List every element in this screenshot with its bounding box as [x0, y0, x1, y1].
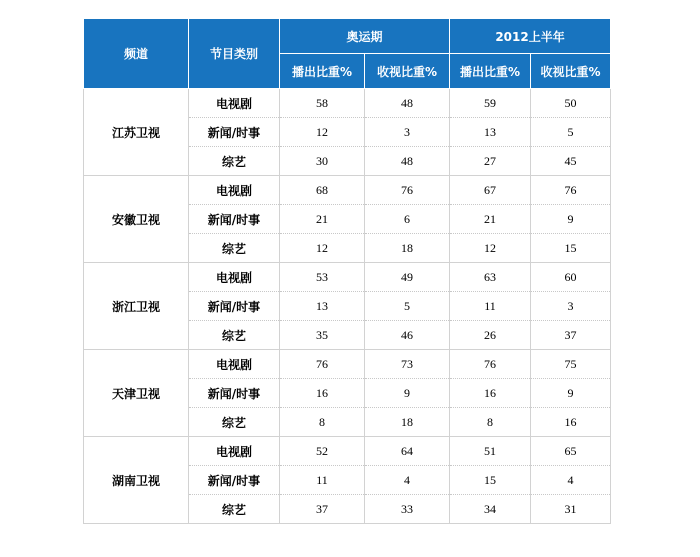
value-cell: 18: [365, 234, 450, 263]
value-cell: 4: [531, 466, 611, 495]
table-row: [84, 263, 611, 292]
value-cell: 21: [280, 205, 365, 234]
value-cell: 4: [365, 466, 450, 495]
channel-cell: 天津卫视: [84, 350, 189, 437]
value-cell: 76: [450, 350, 531, 379]
value-cell: 76: [531, 176, 611, 205]
category-cell: 新闻/时事: [189, 466, 280, 495]
value-cell: 13: [450, 118, 531, 147]
category-cell: 新闻/时事: [189, 205, 280, 234]
category-cell: 新闻/时事: [189, 292, 280, 321]
value-cell: 48: [365, 147, 450, 176]
category-cell: 电视剧: [189, 437, 280, 466]
header-viewing-share-1: 收视比重%: [365, 54, 450, 89]
category-cell: 综艺: [189, 147, 280, 176]
value-cell: 34: [450, 495, 531, 524]
category-cell: 新闻/时事: [189, 118, 280, 147]
value-cell: 60: [531, 263, 611, 292]
value-cell: 49: [365, 263, 450, 292]
header-broadcast-share-1: 播出比重%: [280, 54, 365, 89]
value-cell: 3: [531, 292, 611, 321]
value-cell: 33: [365, 495, 450, 524]
value-cell: 53: [280, 263, 365, 292]
value-cell: 5: [531, 118, 611, 147]
value-cell: 16: [280, 379, 365, 408]
value-cell: 35: [280, 321, 365, 350]
channel-cell: 湖南卫视: [84, 437, 189, 524]
channel-cell: 江苏卫视: [84, 89, 189, 176]
value-cell: 30: [280, 147, 365, 176]
value-cell: 8: [280, 408, 365, 437]
category-cell: 新闻/时事: [189, 379, 280, 408]
value-cell: 51: [450, 437, 531, 466]
value-cell: 13: [280, 292, 365, 321]
value-cell: 3: [365, 118, 450, 147]
value-cell: 12: [280, 118, 365, 147]
value-cell: 27: [450, 147, 531, 176]
category-cell: 综艺: [189, 408, 280, 437]
value-cell: 52: [280, 437, 365, 466]
value-cell: 48: [365, 89, 450, 118]
table-row: [84, 437, 611, 466]
value-cell: 37: [280, 495, 365, 524]
value-cell: 5: [365, 292, 450, 321]
channel-share-table: [83, 18, 611, 524]
value-cell: 37: [531, 321, 611, 350]
value-cell: 50: [531, 89, 611, 118]
table-row: [84, 350, 611, 379]
value-cell: 11: [280, 466, 365, 495]
value-cell: 11: [450, 292, 531, 321]
value-cell: 67: [450, 176, 531, 205]
value-cell: 64: [365, 437, 450, 466]
header-category: 节目类别: [189, 19, 280, 89]
table-body: [84, 89, 611, 524]
channel-cell: 浙江卫视: [84, 263, 189, 350]
value-cell: 16: [531, 408, 611, 437]
value-cell: 59: [450, 89, 531, 118]
value-cell: 76: [280, 350, 365, 379]
header-first-half-2012: 2012上半年: [450, 19, 611, 54]
category-cell: 电视剧: [189, 176, 280, 205]
header-olympic-period: 奥运期: [280, 19, 450, 54]
value-cell: 12: [450, 234, 531, 263]
value-cell: 15: [450, 466, 531, 495]
channel-cell: 安徽卫视: [84, 176, 189, 263]
value-cell: 6: [365, 205, 450, 234]
value-cell: 65: [531, 437, 611, 466]
category-cell: 综艺: [189, 321, 280, 350]
header-channel: 频道: [84, 19, 189, 89]
value-cell: 9: [531, 205, 611, 234]
value-cell: 68: [280, 176, 365, 205]
value-cell: 15: [531, 234, 611, 263]
value-cell: 46: [365, 321, 450, 350]
category-cell: 综艺: [189, 495, 280, 524]
category-cell: 综艺: [189, 234, 280, 263]
category-cell: 电视剧: [189, 89, 280, 118]
category-cell: 电视剧: [189, 350, 280, 379]
header-viewing-share-2: 收视比重%: [531, 54, 611, 89]
table-row: [84, 89, 611, 118]
value-cell: 8: [450, 408, 531, 437]
category-cell: 电视剧: [189, 263, 280, 292]
value-cell: 9: [365, 379, 450, 408]
value-cell: 31: [531, 495, 611, 524]
value-cell: 75: [531, 350, 611, 379]
header-broadcast-share-2: 播出比重%: [450, 54, 531, 89]
value-cell: 73: [365, 350, 450, 379]
value-cell: 76: [365, 176, 450, 205]
value-cell: 16: [450, 379, 531, 408]
value-cell: 63: [450, 263, 531, 292]
value-cell: 21: [450, 205, 531, 234]
value-cell: 9: [531, 379, 611, 408]
value-cell: 12: [280, 234, 365, 263]
value-cell: 26: [450, 321, 531, 350]
table-row: [84, 176, 611, 205]
value-cell: 45: [531, 147, 611, 176]
value-cell: 18: [365, 408, 450, 437]
value-cell: 58: [280, 89, 365, 118]
